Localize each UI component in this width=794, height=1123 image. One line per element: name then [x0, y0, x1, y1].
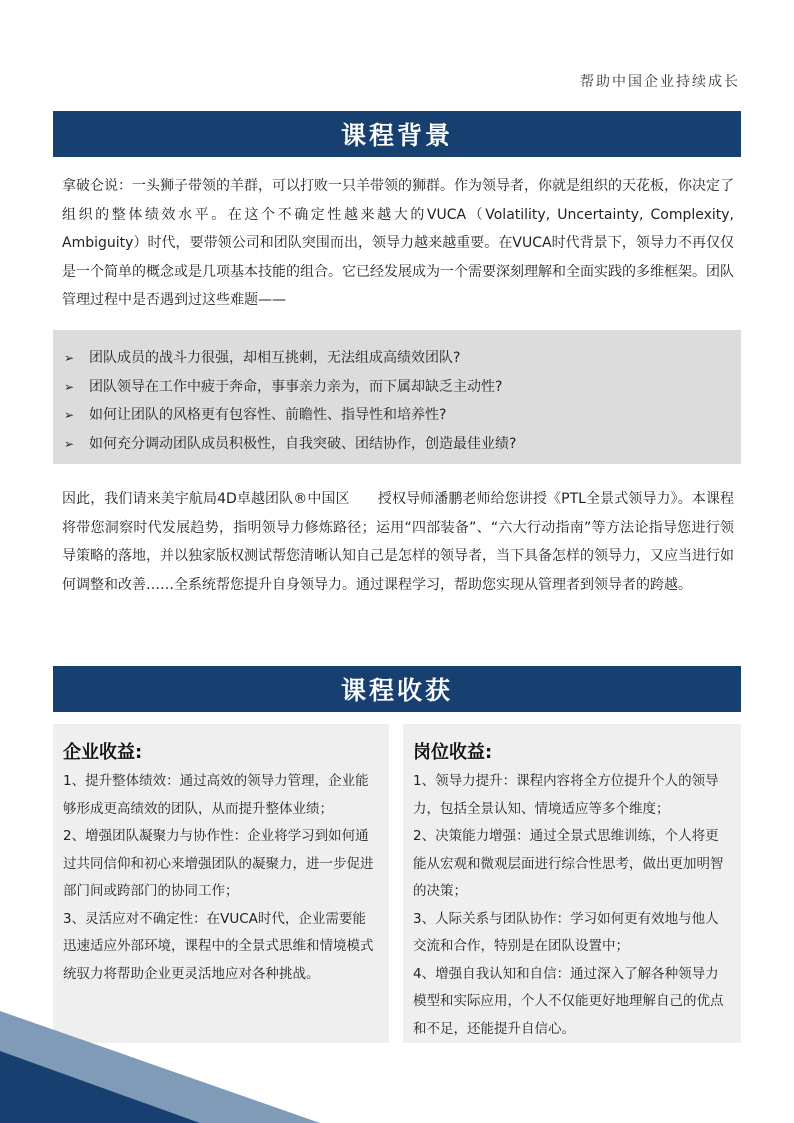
section-title-background: 课程背景 [53, 111, 741, 157]
header-tagline: 帮助中国企业持续成长 [580, 74, 740, 90]
question-text: 团队成员的战斗力很强，却相互挑刺，无法组成高绩效团队? [89, 350, 461, 366]
enterprise-gain-item: 1、提升整体绩效：通过高效的领导力管理，企业能够形成更高绩效的团队，从而提升整体业绩； [63, 773, 369, 817]
arrow-bullet-icon: ➢ [64, 408, 75, 422]
question-item [53, 430, 741, 459]
question-item [53, 401, 741, 430]
question-text: 团队领导在工作中疲于奔命，事事亲力亲为，而下属却缺乏主动性? [89, 378, 503, 395]
position-gain-item: 2、决策能力增强：通过全景式思维训练，个人将更能从宏观和微观层面进行综合性思考，做出更加明智的决策； [413, 828, 724, 899]
enterprise-gain-item: 3、灵活应对不确定性：在VUCA时代，企业需要能迅速适应外部环境，课程中的全景式思维和情境模式统驭力将帮助企业更灵活地应对各种挑战。 [63, 910, 374, 982]
background-intro: 拿破仑说：一头狮子带领的羊群，可以打败一只羊带领的狮群。作为领导者，你就是组织的天花板，你决定了组织的整体绩效水平。在这个不确定性越来越大的VUCA（Volatility, Uncertainty, Complexity, Ambiguity）时代，要带领公司和团队突围而出，领导力越来越重要。在VUCA时代背景下，领导力不再仅仅是一个简单的概念或是几项基本技能的组合。它已经发展成为一个需要深刻理解和全面实践的多维框架。团队管理过程中是否遇到过这些难题—— [62, 178, 734, 308]
question-text: 如何让团队的风格更有包容性、前瞻性、指导性和培养性? [89, 407, 447, 423]
questions-list [53, 330, 741, 458]
question-item [53, 344, 741, 373]
position-gain-item: 1、领导力提升：课程内容将全方位提升个人的领导力，包括全景认知、情境适应等多个维度； [413, 773, 719, 817]
arrow-bullet-icon: ➢ [64, 436, 75, 451]
question-text: 如何充分调动团队成员积极性，自我突破、团结协作，创造最佳业绩? [89, 435, 517, 452]
enterprise-gains-title: 企业收益: [63, 742, 143, 763]
question-item [53, 373, 741, 402]
corner-decoration [0, 1011, 320, 1123]
arrow-bullet-icon: ➢ [64, 379, 75, 394]
questions-panel [53, 330, 741, 464]
section-title-gains: 课程收获 [53, 666, 741, 712]
position-gain-item: 4、增强自我认知和自信：通过深入了解各种领导力模型和实际应用，个人不仅能更好地理解自己的优点和不足，还能提升自信心。 [413, 965, 724, 1037]
position-gains-title: 岗位收益: [413, 742, 493, 763]
position-gains-panel [403, 724, 741, 1043]
arrow-bullet-icon: ➢ [64, 351, 75, 365]
position-gain-item: 3、人际关系与团队协作：学习如何更有效地与他人交流和合作，特别是在团队设置中； [413, 910, 719, 954]
enterprise-gains-panel [53, 724, 389, 1043]
background-outro: 因此，我们请来美宇航局4D卓越团队®中国区 授权导师潘鹏老师给您讲授《PTL全景式领导力》。本课程将带您洞察时代发展趋势，指明领导力修炼路径；运用“四部装备”、“六大行动指南”等方法论指导您进行领导策略的落地，并以独家版权测试帮您清晰认知自己是怎样的领导者，当下具备怎样的领导力，又应当进行如何调整和改善……全系统帮您提升自身领导力。通过课程学习，帮助您实现从管理者到领导者的跨越。 [62, 491, 734, 593]
enterprise-gain-item: 2、增强团队凝聚力与协作性：企业将学习到如何通过共同信仰和初心来增强团队的凝聚力，进一步促进部门间或跨部门的协同工作； [63, 828, 374, 899]
